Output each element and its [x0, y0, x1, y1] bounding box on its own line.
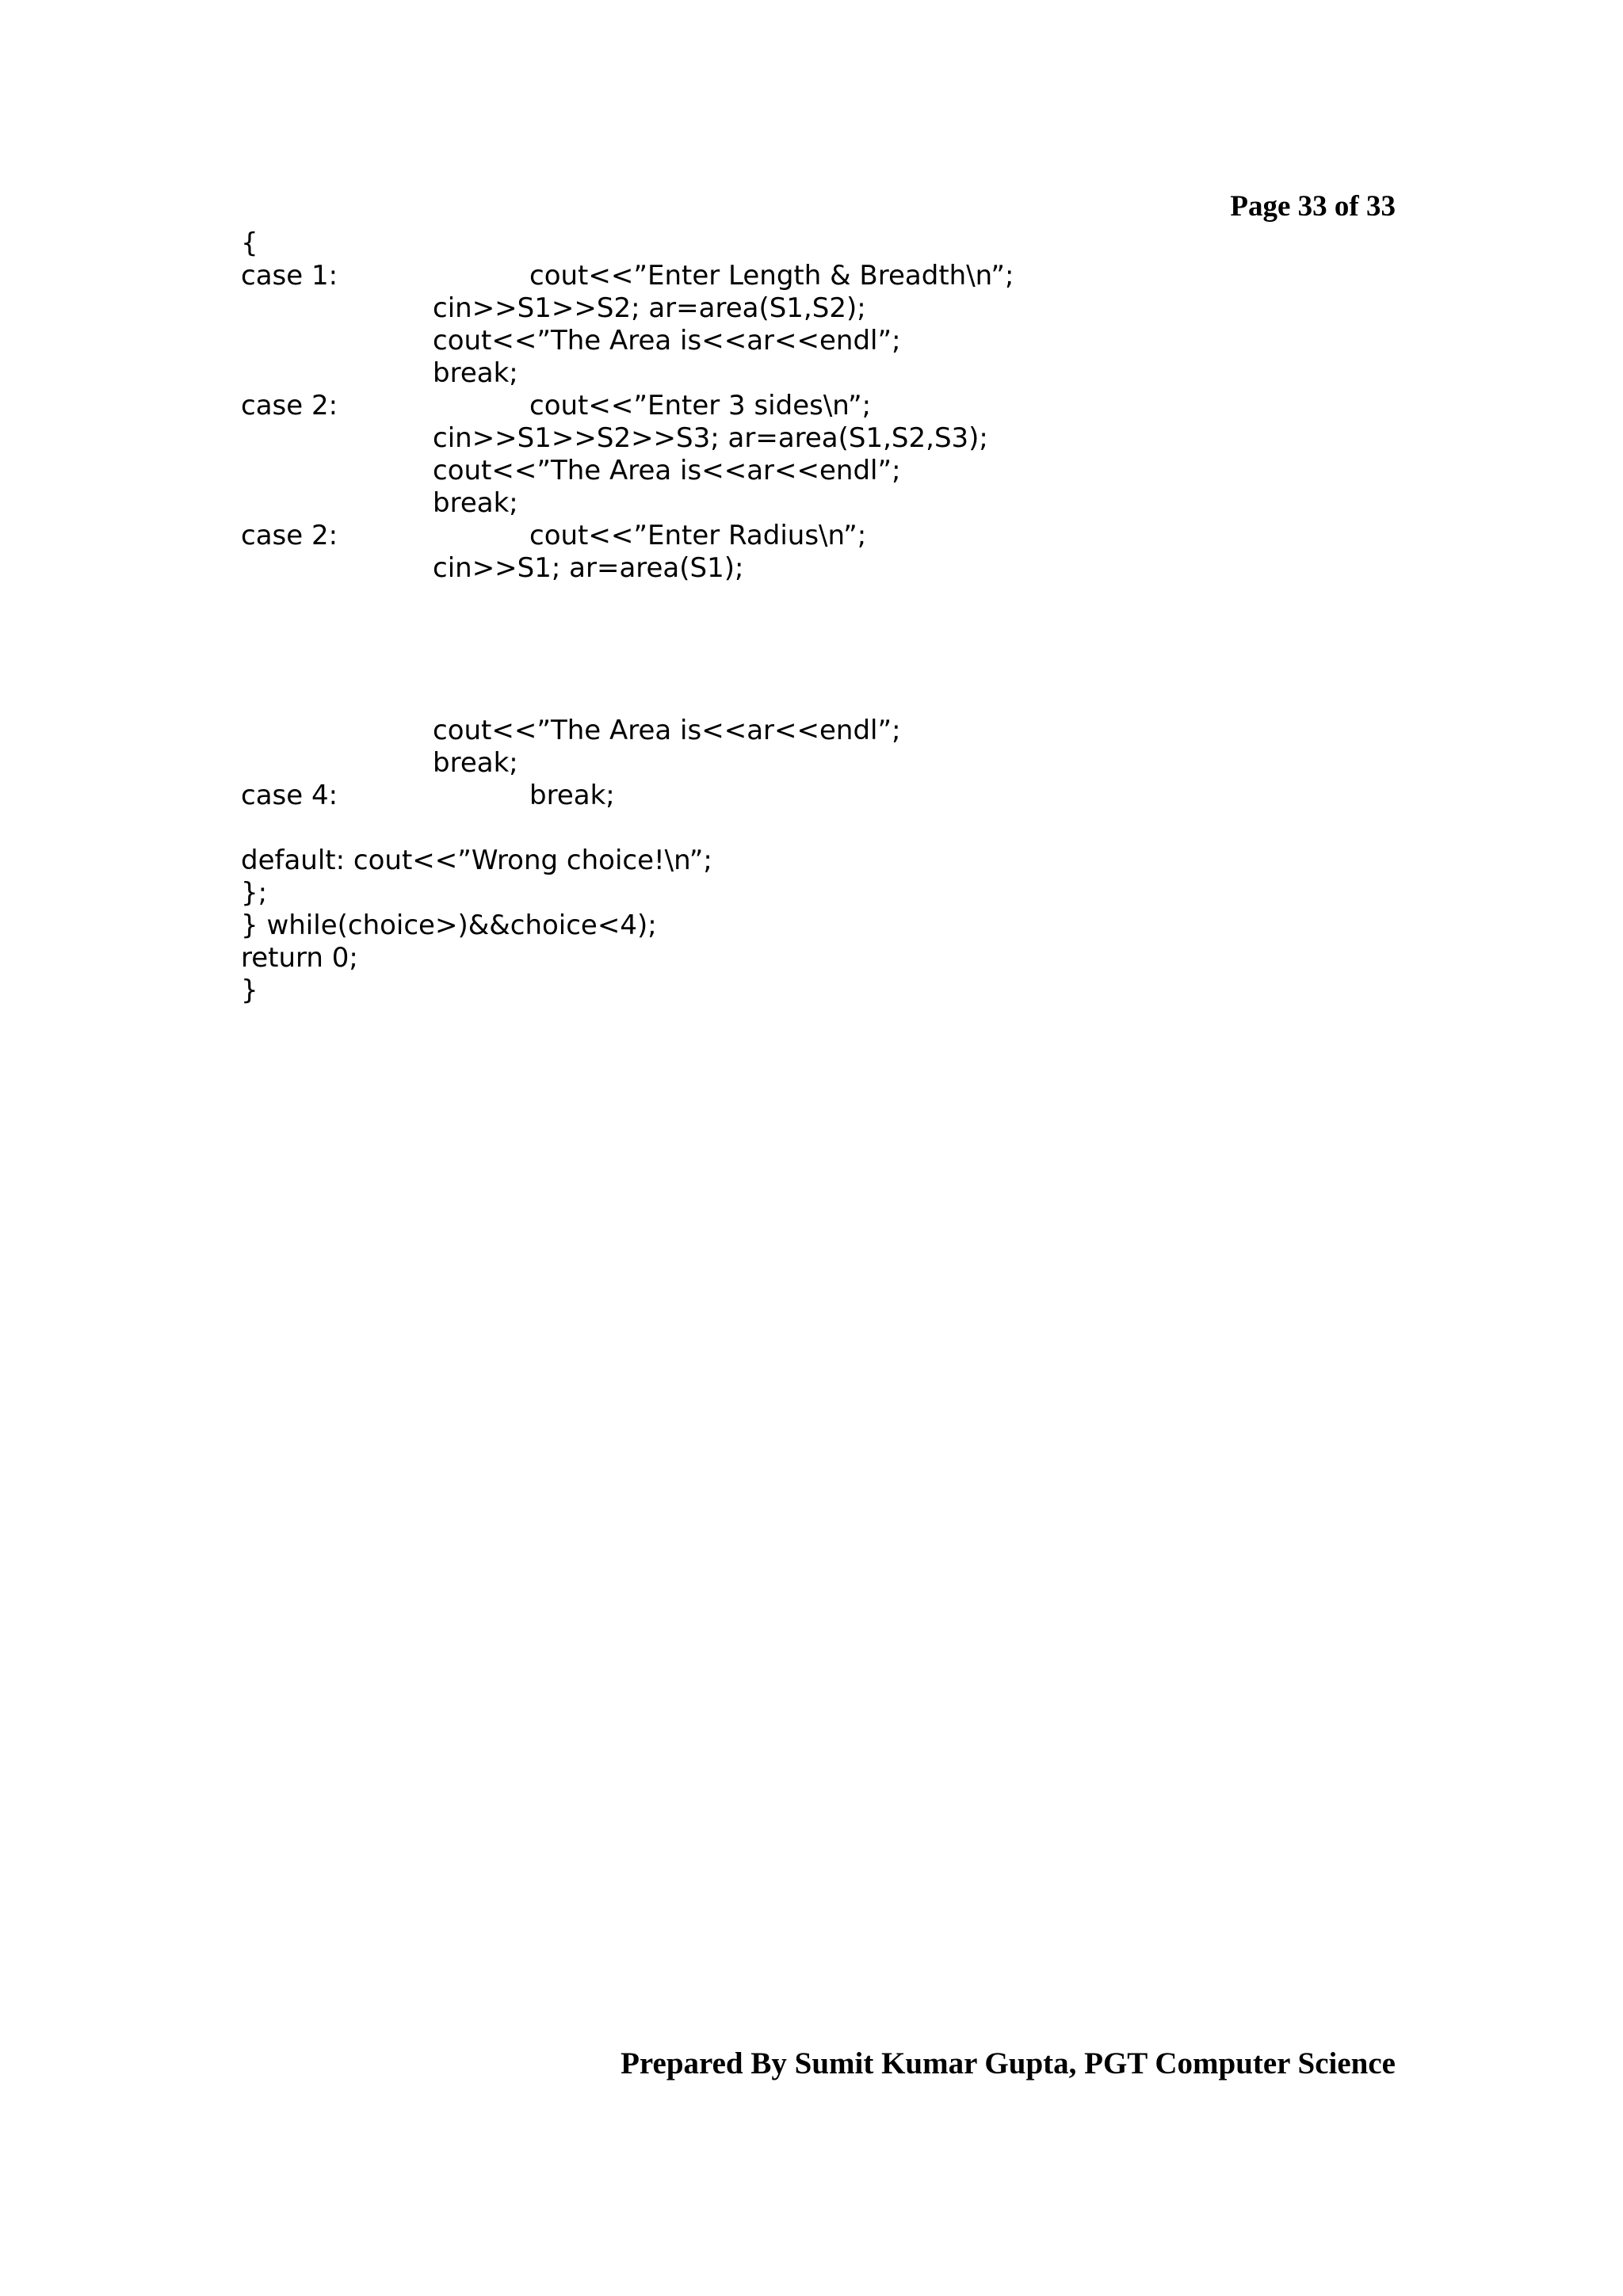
code-line-label: default: cout<<”Wrong choice!\n”;: [241, 845, 712, 876]
code-line-label: case 1:: [241, 260, 338, 292]
code-line-text: cout<<”The Area is<<ar<<endl”;: [433, 325, 901, 357]
code-line-text: cout<<”Enter Length & Breadth\n”;: [529, 260, 1014, 292]
code-line-text: cout<<”Enter 3 sides\n”;: [529, 390, 872, 421]
code-line-label: case 4:: [241, 780, 338, 811]
code-line-label: {: [241, 227, 258, 259]
code-line-text: break;: [433, 487, 518, 519]
code-line-text: cout<<”The Area is<<ar<<endl”;: [433, 455, 901, 486]
code-line-text: break;: [529, 780, 615, 811]
code-line-text: break;: [433, 357, 518, 389]
code-line-text: cin>>S1>>S2; ar=area(S1,S2);: [433, 292, 866, 324]
code-line-text: cout<<”Enter Radius\n”;: [529, 520, 867, 551]
code-line-label: case 2:: [241, 390, 338, 421]
code-line-label: case 2:: [241, 520, 338, 551]
code-line-text: cout<<”The Area is<<ar<<endl”;: [433, 715, 901, 746]
code-line-text: cin>>S1; ar=area(S1);: [433, 552, 744, 584]
code-line-label: } while(choice>)&&choice<4);: [241, 910, 657, 941]
code-line-label: return 0;: [241, 942, 358, 974]
code-line-label: }: [241, 974, 258, 1006]
page-number: Page 33 of 33: [1230, 190, 1396, 223]
code-line-text: cin>>S1>>S2>>S3; ar=area(S1,S2,S3);: [433, 422, 988, 454]
code-line-text: break;: [433, 747, 518, 779]
code-line-label: };: [241, 877, 268, 909]
footer-credit: Prepared By Sumit Kumar Gupta, PGT Computer Science: [621, 2046, 1396, 2081]
